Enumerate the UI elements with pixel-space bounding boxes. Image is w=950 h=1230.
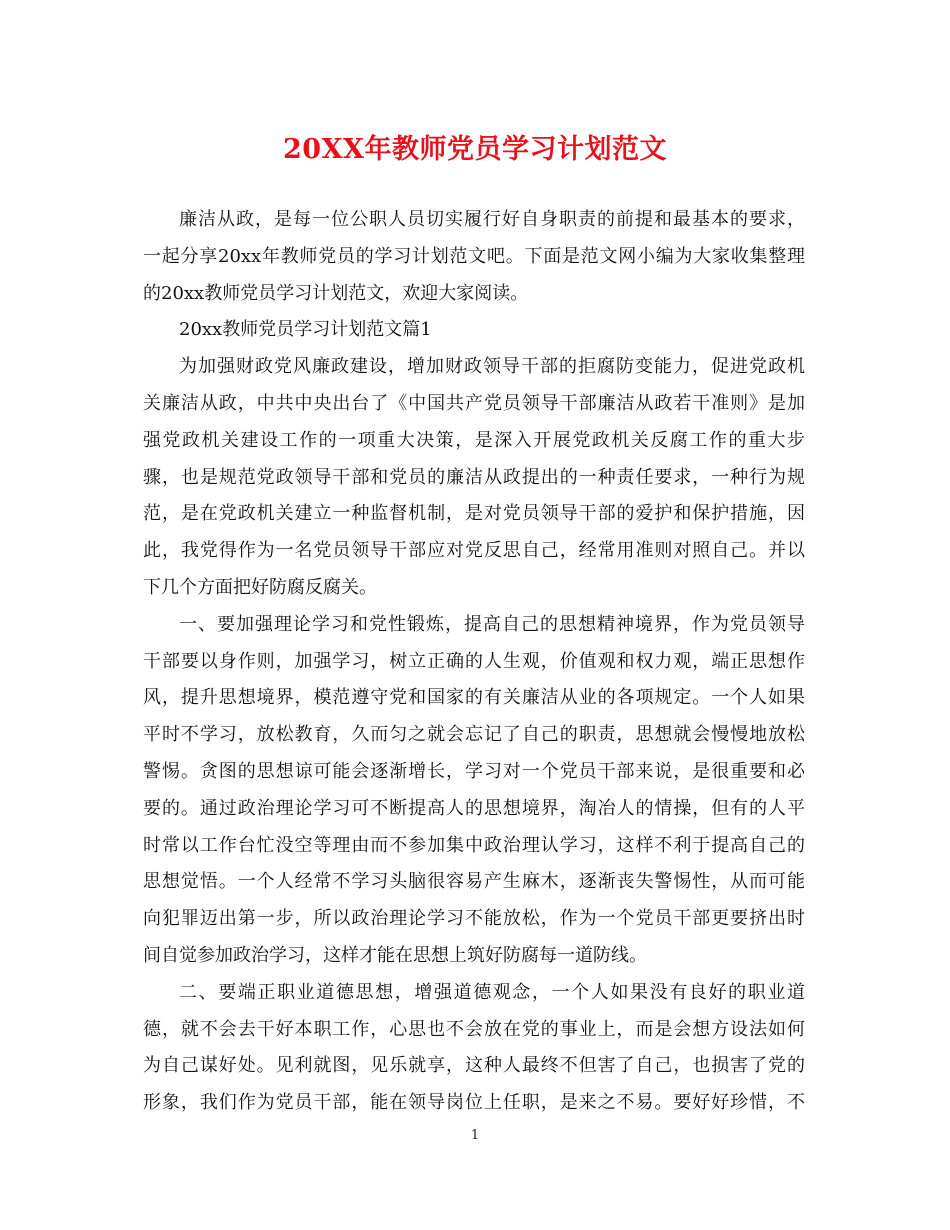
body-text-line: 思想觉悟。一个人经常不学习头脑很容易产生麻木，逐渐丧失警惕性，从而可能: [143, 871, 805, 893]
body-text-line: 向犯罪迈出第一步，所以政治理论学习不能放松，作为一个党员干部更要挤出时: [143, 908, 805, 930]
body-text-line: 形象，我们作为党员干部，能在领导岗位上任职，是来之不易。要好好珍惜，不: [143, 1092, 805, 1114]
body-text-line: 二、要端正职业道德思想，增强道德观念，一个人如果没有良好的职业道: [179, 981, 805, 1003]
body-text-line: 骤，也是规范党政领导干部和党员的廉洁从政提出的一种责任要求，一种行为规: [143, 466, 805, 488]
body-text-line: 20xx教师党员学习计划范文篇1: [179, 319, 432, 341]
body-text-line: 范，是在党政机关建立一种监督机制，是对党员领导干部的爱护和保护措施，因: [143, 503, 805, 525]
body-text-line: 要的。通过政治理论学习可不断提高人的思想境界，淘冶人的情操，但有的人平: [143, 797, 805, 819]
body-text-line: 一起分享20xx年教师党员的学习计划范文吧。下面是范文网小编为大家收集整理: [143, 245, 805, 267]
body-text-line: 风，提升思想境界，模范遵守党和国家的有关廉洁从业的各项规定。一个人如果: [143, 687, 805, 709]
body-text-line: 一、要加强理论学习和党性锻炼，提高自己的思想精神境界，作为党员领导: [179, 613, 805, 635]
body-text-line: 干部要以身作则，加强学习，树立正确的人生观，价值观和权力观，端正思想作: [143, 650, 805, 672]
body-text-line: 平时不学习，放松教育，久而匀之就会忘记了自己的职责，思想就会慢慢地放松: [143, 724, 805, 746]
body-text-line: 为自己谋好处。见利就图，见乐就享，这种人最终不但害了自己，也损害了党的: [143, 1055, 805, 1077]
body-text-line: 强党政机关建设工作的一项重大决策，是深入开展党政机关反腐工作的重大步: [143, 429, 805, 451]
body-text-line: 时常以工作台忙没空等理由而不参加集中政治理认学习，这样不利于提高自己的: [143, 834, 805, 856]
body-text-line: 的20xx教师党员学习计划范文，欢迎大家阅读。: [143, 282, 529, 304]
body-text-line: 廉洁从政，是每一位公职人员切实履行好自身职责的前提和最基本的要求，: [179, 209, 805, 230]
body-text-line: 此，我党得作为一名党员领导干部应对党反思自己，经常用准则对照自己。并以: [143, 540, 805, 562]
body-text-line: 警惕。贪图的思想谅可能会逐渐增长，学习对一个党员干部来说，是很重要和必: [143, 760, 805, 782]
document-body: [143, 202, 805, 1122]
body-text-line: 间自觉参加政治学习，这样才能在思想上筑好防腐每一道防线。: [143, 944, 647, 966]
body-text-line: 为加强财政党风廉政建设，增加财政领导干部的拒腐防变能力，促进党政机: [179, 356, 805, 378]
body-text-line: 关廉洁从政，中共中央出台了《中国共产党员领导干部廉洁从政若干准则》是加: [143, 392, 805, 414]
body-text-line: 下几个方面把好防腐反腐关。: [143, 576, 377, 598]
document-title: 20XX年教师党员学习计划范文: [283, 134, 667, 165]
body-text-line: 德，就不会去干好本职工作，心思也不会放在党的事业上，而是会想方设法如何: [143, 1018, 805, 1040]
page-number: 1: [470, 1128, 480, 1143]
